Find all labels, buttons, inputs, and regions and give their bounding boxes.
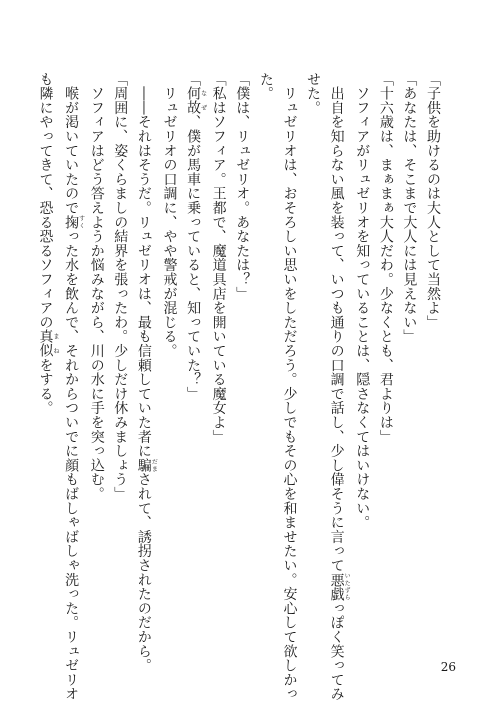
text-line-4: ソフィアがリュゼリオを知っていることは、隠さなくてはいけない。: [354, 72, 371, 530]
ruby-mane: 真似まね: [37, 329, 59, 359]
text-line-3: 「十六歳は、まぁまぁ大人だわ。少なくとも、君よりは」: [377, 72, 394, 444]
text-line-5: 出自を知らない風を装って、いつも通りの口調で話し、少し偉そうに言って悪戯いたずらっぽく笑ってみ: [328, 72, 351, 702]
ruby-suku: 掬すく: [63, 215, 85, 230]
text-line-6: せた。: [305, 72, 322, 115]
text-line-7: リュゼリオは、おそろしい思いをしただろう。少しでもその心を和ませたい。安心して欲しかっ: [281, 72, 298, 702]
text-line-11: 「何故なぜ、僕が馬車に乗っていると、知っていた？」: [185, 72, 207, 401]
text-line-2: 「あなたは、そこまで大人には見えない」: [401, 72, 418, 344]
text-line-15: ソフィアはどう答えようか悩みながら、川の水に手を突っ込む。: [88, 72, 105, 501]
text-line-1: 「子供を助けるのは大人として当然よ」: [425, 72, 441, 330]
text-line-12: リュゼリオの口調に、やや警戒が混じる。: [161, 72, 178, 358]
text-line-13: ――それはそうだ。リュゼリオは、最も信頼していた者に騙だまされて、誘拐されたのだから。: [135, 72, 158, 673]
text-line-9: 「僕は、リュゼリオ。あなたは？」: [234, 72, 251, 301]
ruby-dama: 騙だま: [135, 458, 158, 473]
page-number: 26: [440, 660, 456, 674]
text-line-14: 「周囲に、姿くらましの結界を張ったわ。少しだけ休みましょう」: [112, 72, 129, 501]
ruby-itazura: 悪戯いたずら: [328, 572, 351, 602]
vertical-text-body: [37, 72, 444, 702]
ruby-naze: 何故なぜ: [185, 86, 207, 115]
text-line-17: も隣にやってきて、恐る恐るソフィアの真似まねをする。: [37, 72, 59, 416]
text-line-10: 「私はソフィア。王都で、魔道具店を開いている魔女よ」: [210, 72, 227, 444]
text-line-8: た。: [257, 72, 274, 101]
text-line-16: 喉が渇いていたので掬すくった水を飲んで、それからついでに顔もばしゃばしゃ洗った。リュゼリオ: [63, 72, 85, 702]
